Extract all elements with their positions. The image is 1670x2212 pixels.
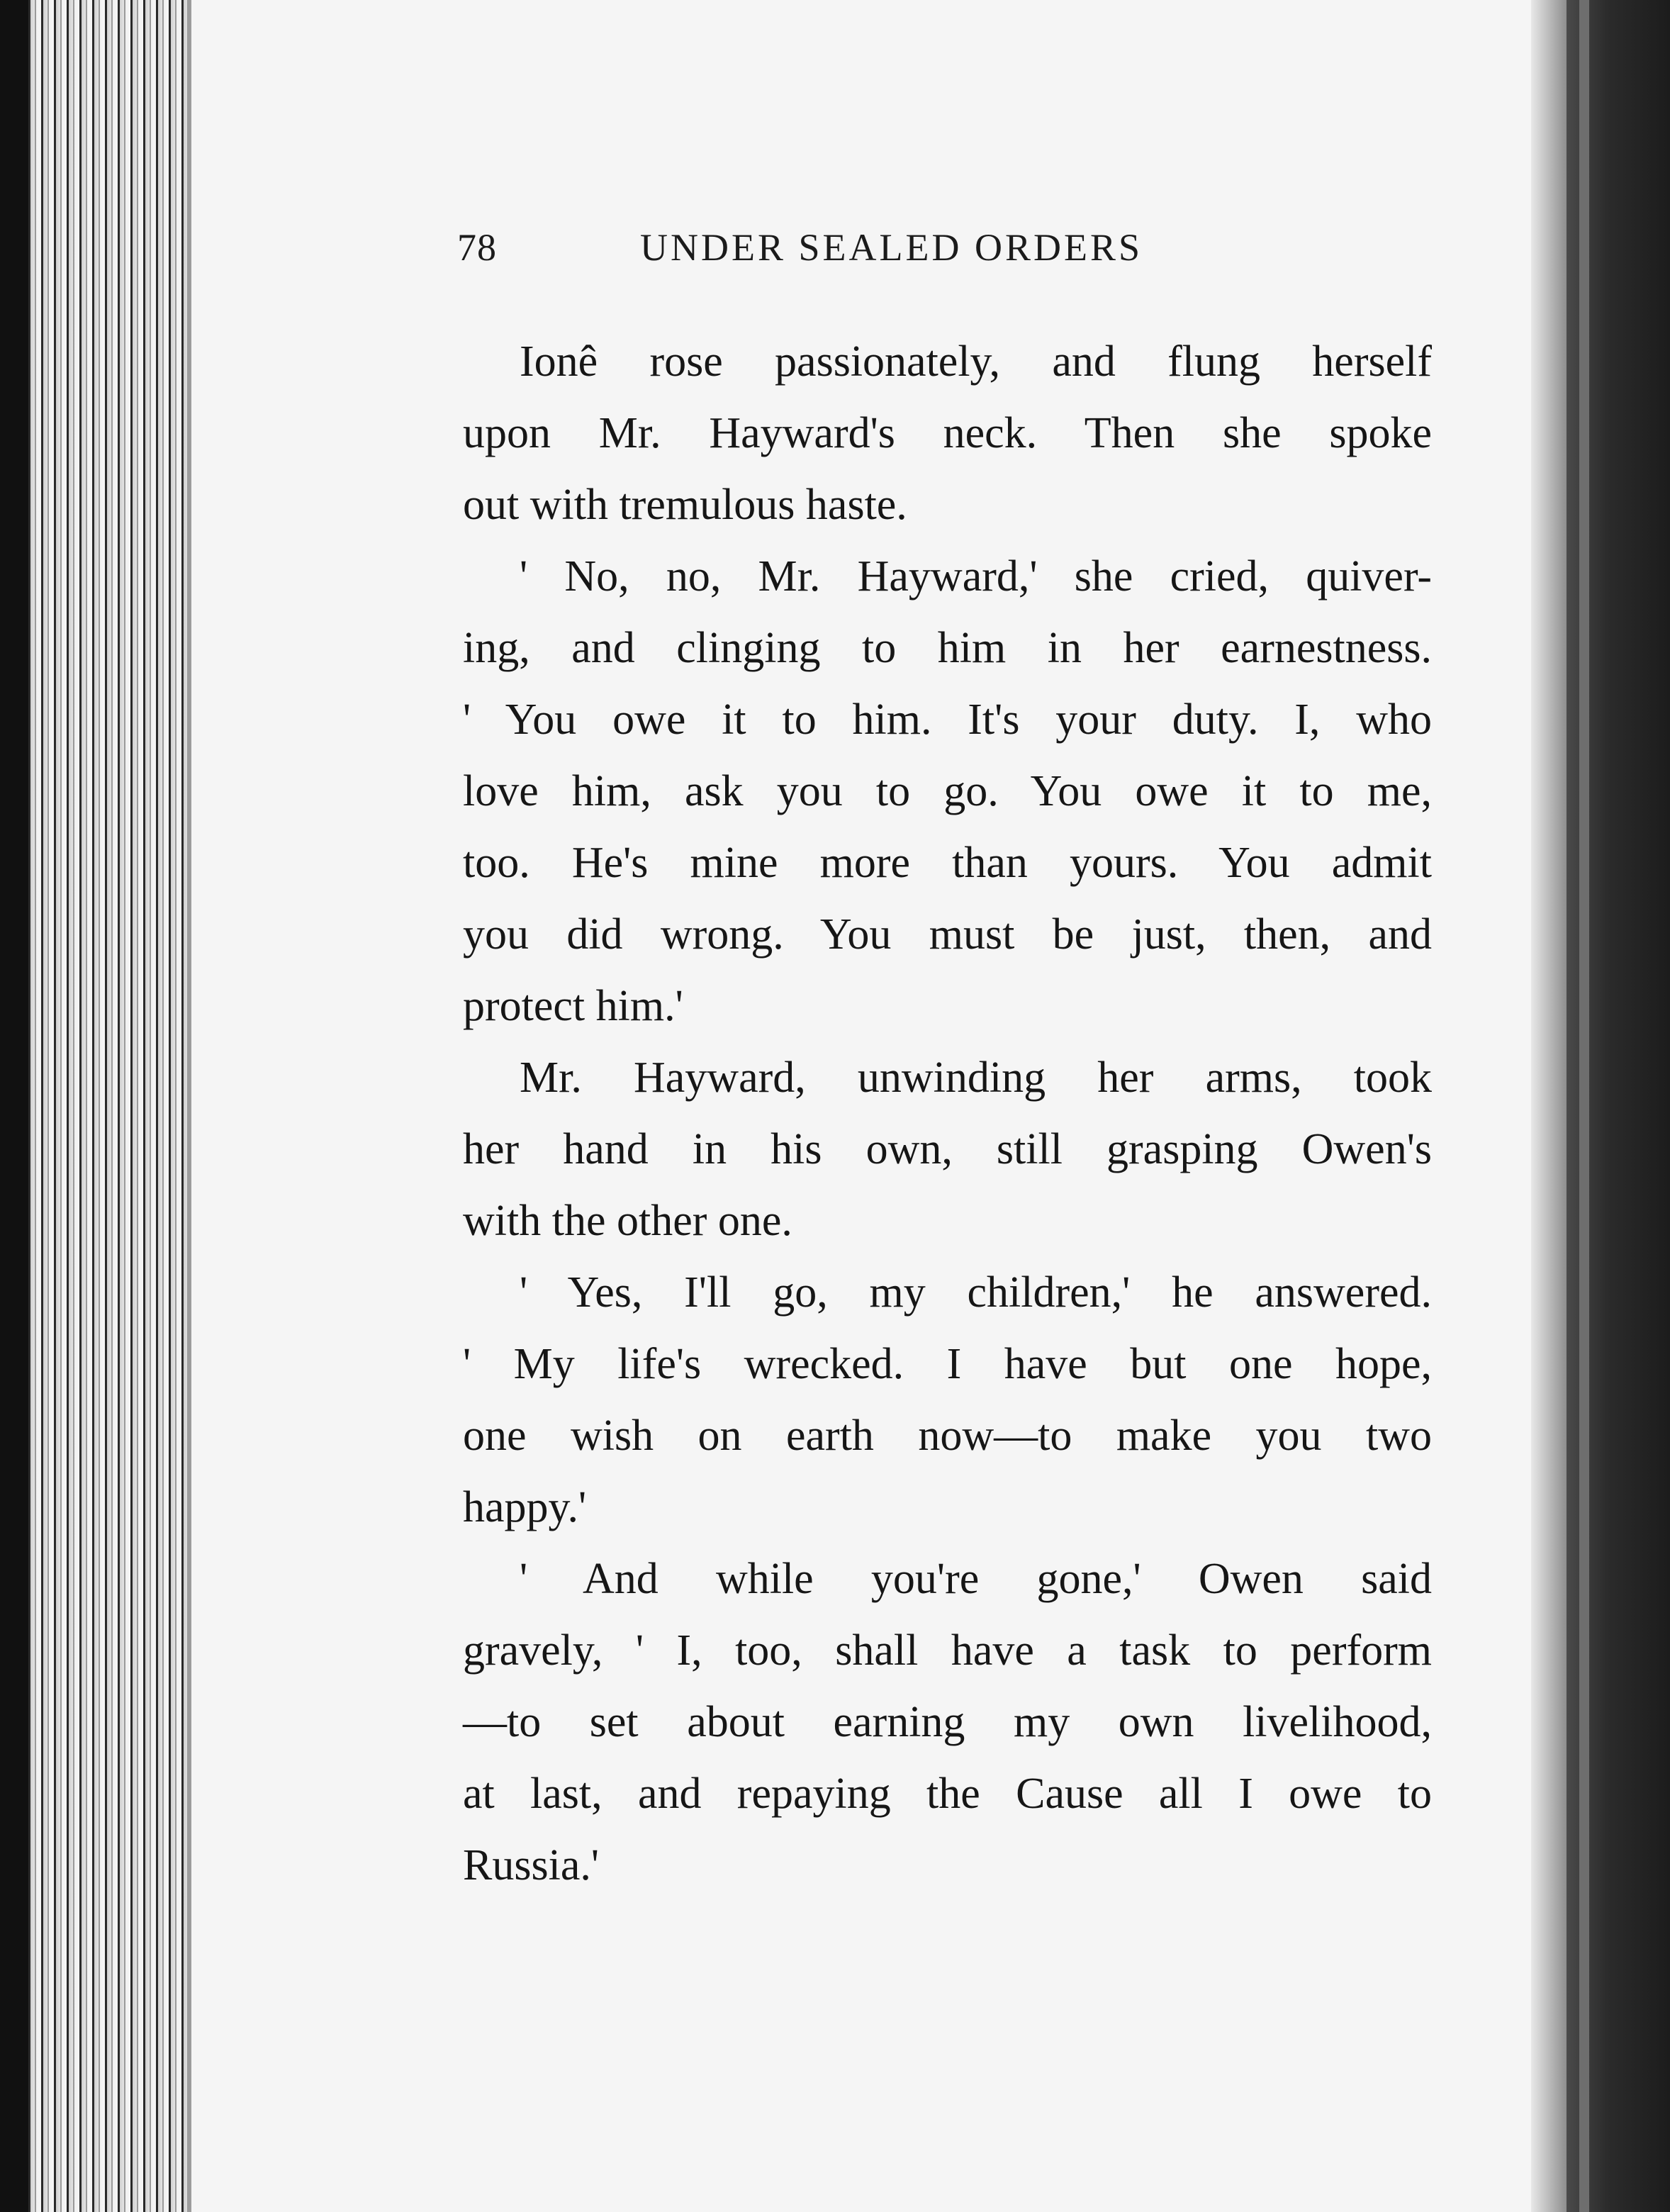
text-line: out with tremulous haste. xyxy=(463,481,907,529)
text-line: too. He's mine more than yours. You admit xyxy=(463,839,1432,887)
text-line: ing, and clinging to him in her earnestness. xyxy=(463,624,1432,672)
running-header xyxy=(457,225,1223,282)
text-line: love him, ask you to go. You owe it to me, xyxy=(463,767,1432,815)
text-line: ' No, no, Mr. Hayward,' she cried, quiver- xyxy=(520,552,1432,601)
text-line: ' My life's wrecked. I have but one hope, xyxy=(463,1340,1432,1388)
text-line: protect him.' xyxy=(463,982,683,1030)
book-page-edges xyxy=(28,0,191,2212)
text-line: Russia.' xyxy=(463,1841,600,1889)
text-line: Mr. Hayward, unwinding her arms, took xyxy=(520,1054,1432,1102)
text-line: you did wrong. You must be just, then, and xyxy=(463,910,1432,959)
scan-background-left xyxy=(0,0,28,2212)
text-line: with the other one. xyxy=(463,1197,792,1245)
text-line: Ionê rose passionately, and flung herself xyxy=(520,337,1432,386)
text-line: at last, and repaying the Cause all I owe to xyxy=(463,1770,1432,1818)
scan-background-right xyxy=(1567,0,1670,2212)
text-line: —to set about earning my own livelihood, xyxy=(463,1698,1432,1746)
text-line: gravely, ' I, too, shall have a task to perform xyxy=(463,1626,1432,1675)
page-number: 78 xyxy=(457,226,497,269)
text-line: happy.' xyxy=(463,1483,587,1531)
text-line: one wish on earth now—to make you two xyxy=(463,1412,1432,1460)
text-line: her hand in his own, still grasping Owen's xyxy=(463,1125,1432,1173)
text-line: ' Yes, I'll go, my children,' he answered. xyxy=(520,1268,1432,1317)
text-line: ' You owe it to him. It's your duty. I, who xyxy=(463,696,1432,744)
text-line: ' And while you're gone,' Owen said xyxy=(520,1555,1432,1603)
body-text xyxy=(463,326,1432,1901)
text-line: upon Mr. Hayward's neck. Then she spoke xyxy=(463,409,1432,457)
running-title: UNDER SEALED ORDERS xyxy=(640,226,1143,269)
